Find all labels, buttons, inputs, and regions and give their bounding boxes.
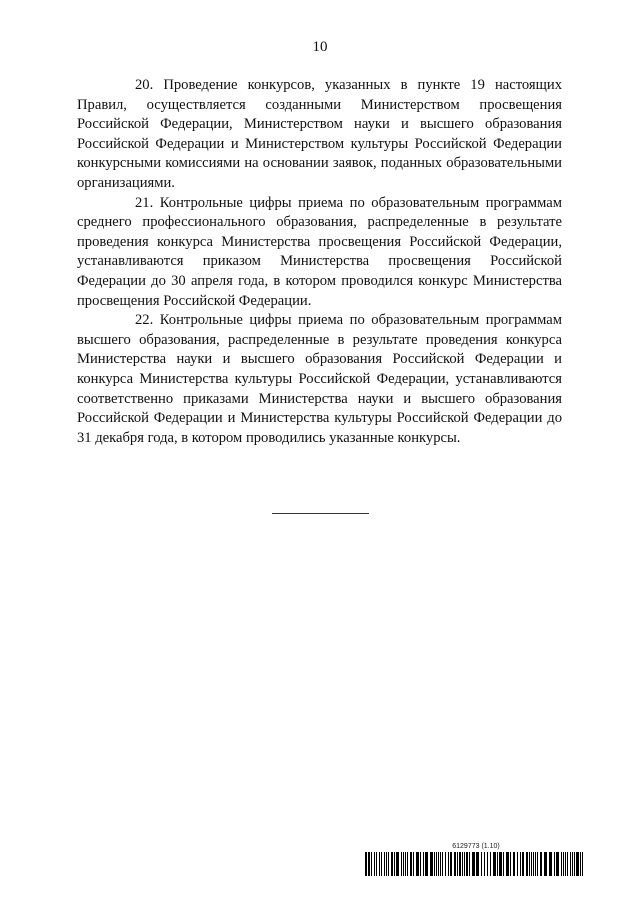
document-body [77,76,562,448]
barcode-icon [365,852,587,876]
paragraph-21: 21. Контрольные цифры приема по образовательным программам среднего профессионального образования, распределенные в результате проведения конкурса Министерства просвещения Российской Федерации, устанавливаются приказом Министерства просвещения Российской Федерации до 30 апреля года, в котором проводился конкурс Министерства просвещения Российской Федерации. [77,194,562,309]
paragraph-22: 22. Контрольные цифры приема по образовательным программам высшего образования, распределенные в результате проведения конкурса Министерства науки и высшего образования Российской Федерации и конкурса Министерства культуры Российской Федерации, устанавливаются соответственно приказами Министерства науки и высшего образования Российской Федерации и Министерства культуры Российской Федерации до 31 декабря года, в котором проводились указанные конкурсы. [77,312,562,446]
document-code: 6129773 (1.10) [452,843,500,850]
paragraph-20: 20. Проведение конкурсов, указанных в пункте 19 настоящих Правил, осуществляется созданными Министерством просвещения Российской Федерации, Министерством науки и высшего образования Российской Федерации и Министерством культуры Российской Федерации конкурсными комиссиями на основании заявок, поданных образовательными организациями. [77,77,562,191]
page-number: 10 [312,39,328,55]
end-separator-line [272,513,369,514]
